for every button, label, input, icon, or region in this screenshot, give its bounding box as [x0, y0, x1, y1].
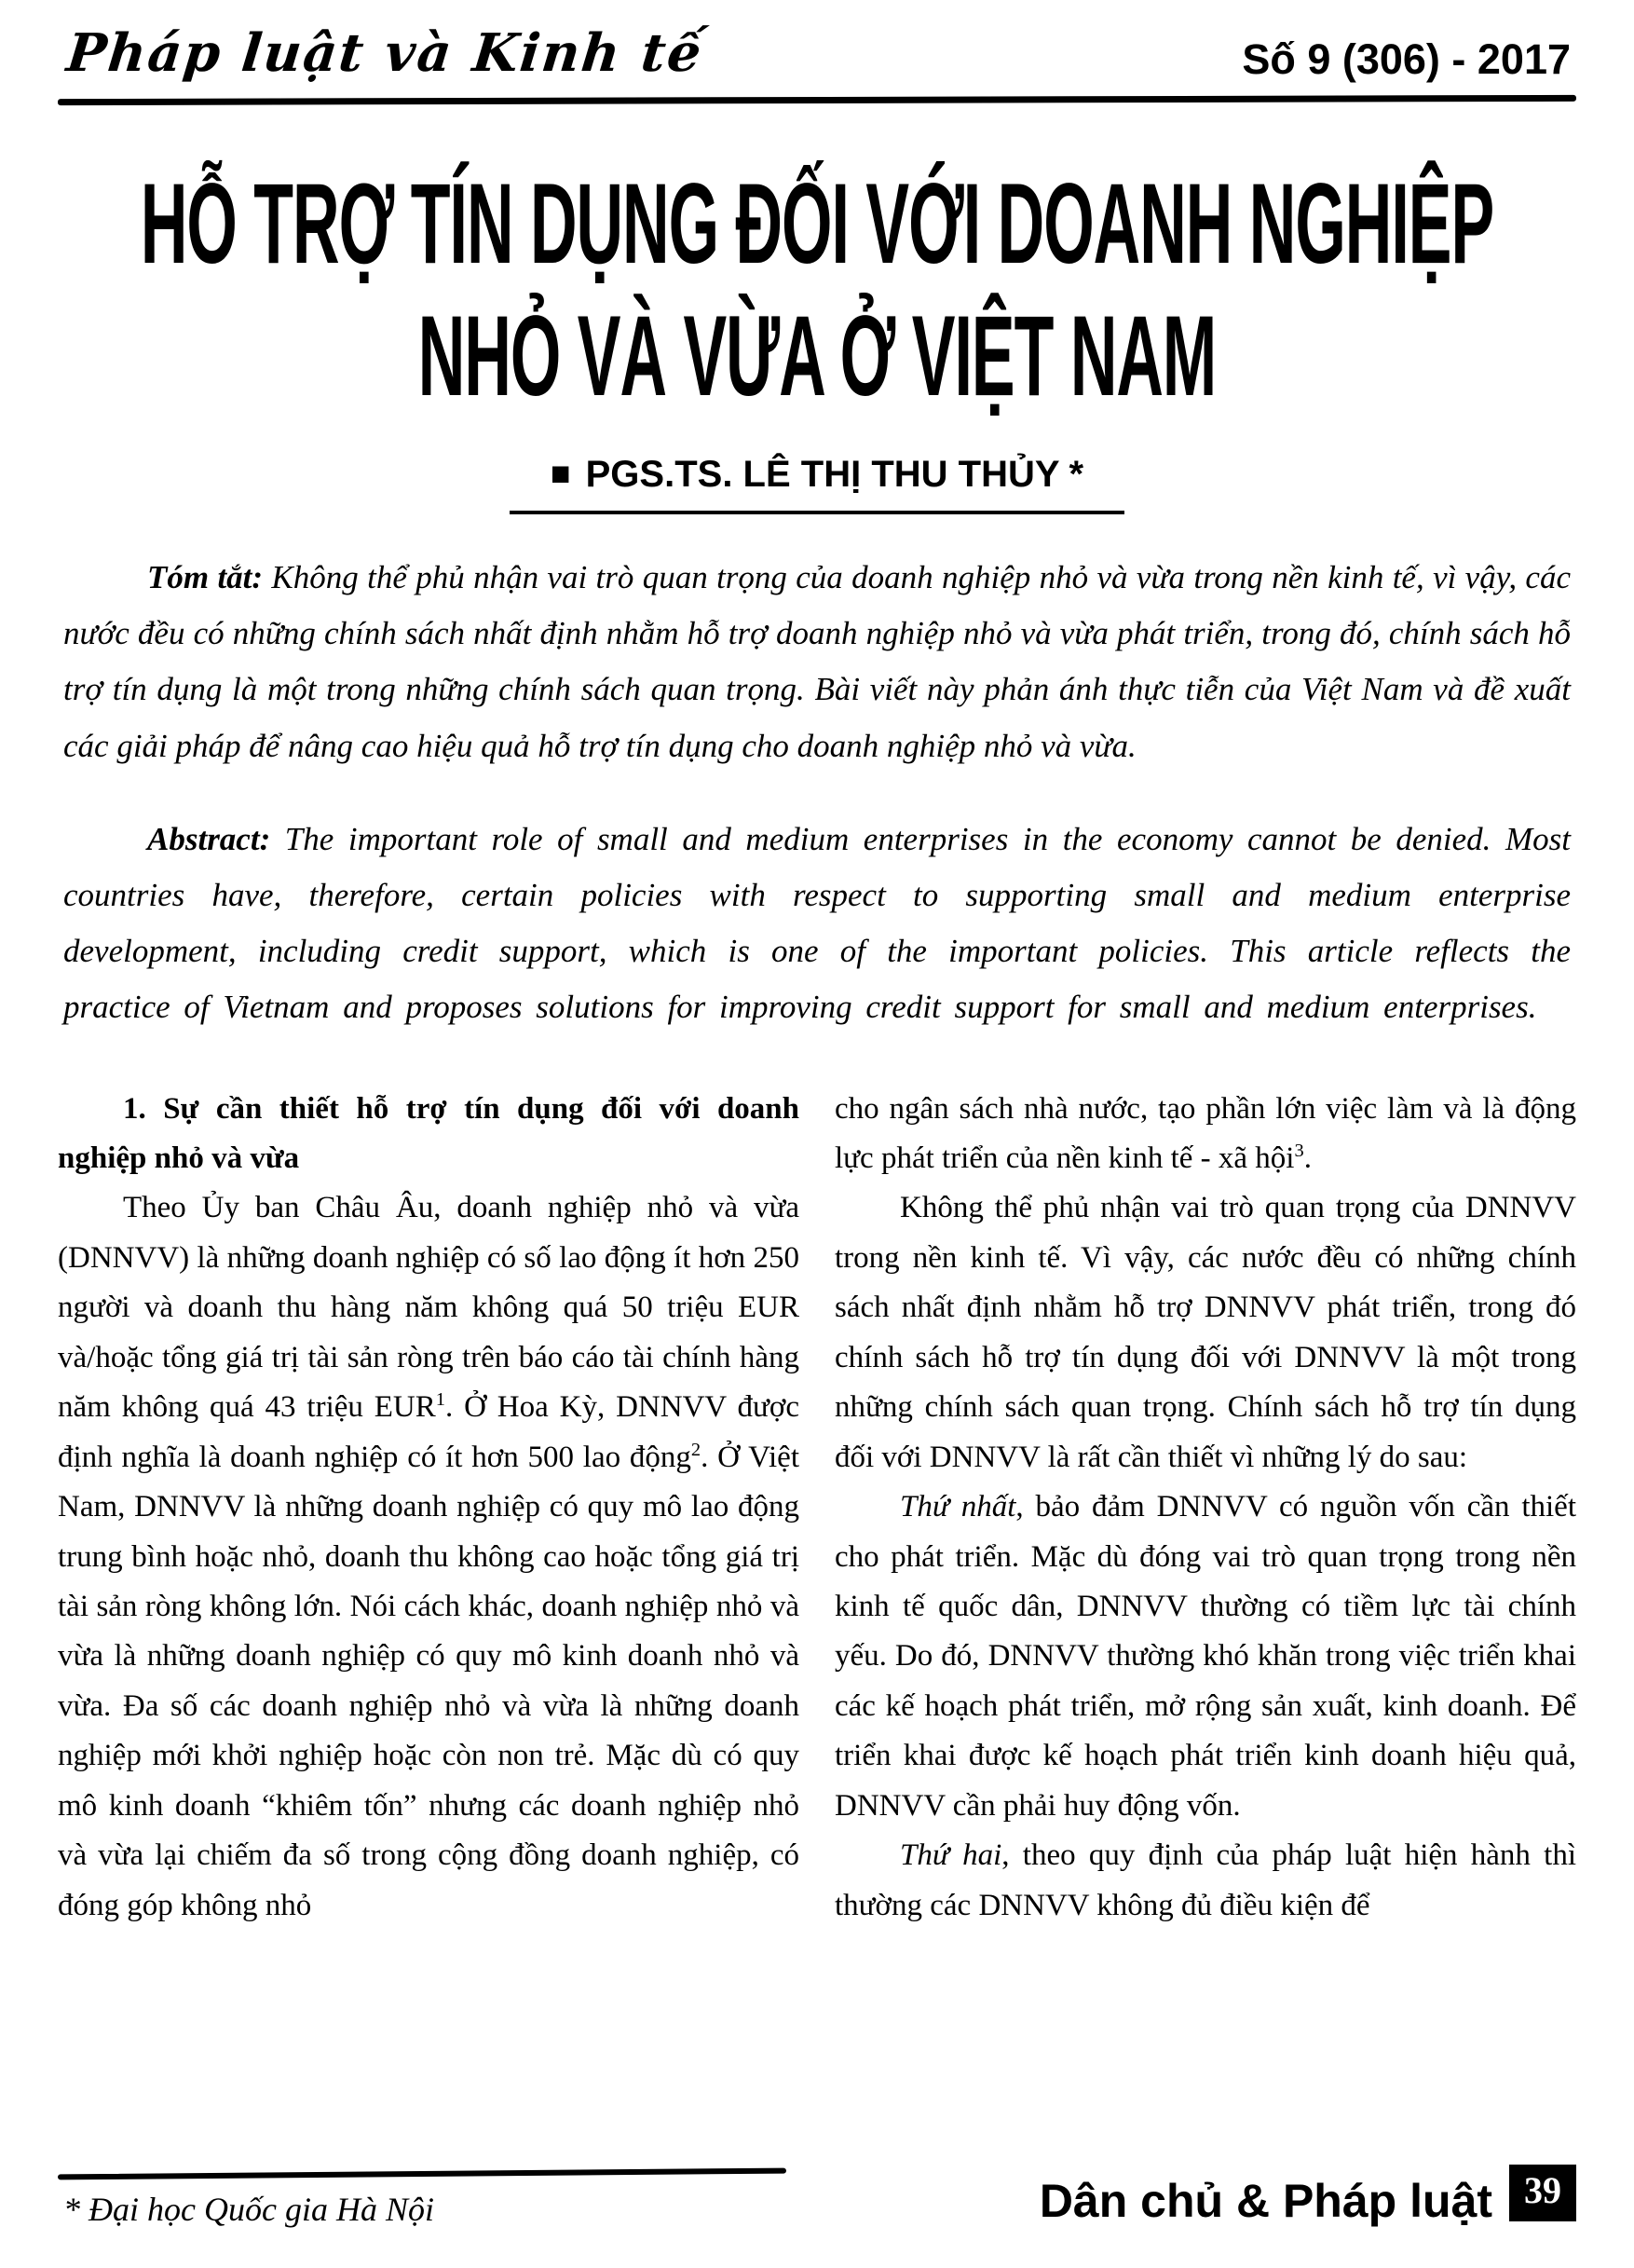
- footer-brand: [1039, 2169, 1576, 2229]
- header-rule: [58, 95, 1576, 105]
- author-row: [58, 454, 1576, 514]
- right-column: [835, 1085, 1576, 1932]
- article-title-line-2: NHỎ VÀ VỪA Ở VIỆT NAM: [417, 292, 1217, 420]
- footnote-block: [58, 2171, 817, 2229]
- body-columns: [58, 1085, 1576, 1932]
- body-paragraph: Thứ hai, theo quy định của pháp luật hiện hành thì thường các DNNVV không đủ điều kiện để: [835, 1838, 1576, 1922]
- square-bullet-icon: ■: [550, 454, 571, 492]
- body-paragraph: Không thể phủ nhận vai trò quan trọng của DNNVV trong nền kinh tế. Vì vậy, các nước đều có những chính sách nhất định nhằm hỗ trợ DNNVV phát triển, trong đó chính sách hỗ trợ tín dụng đối với DNNVV là một trong những chính sách quan trọng. Chính sách hỗ trợ tín dụng đối với DNNVV là rất cần thiết vì những lý do sau:: [835, 1191, 1576, 1474]
- journal-title-script: Pháp luật và Kinh tế: [63, 22, 706, 84]
- page-number-badge: 39: [1509, 2165, 1576, 2221]
- abstract-english: Abstract: The important role of small and medium enterprises in the economy cannot be denied. Most countries have, therefore, certain policies with respect to supporting small and medium enterprise development, including credit support, which is one of the important policies. This article reflects the practice of Vietnam and proposes solutions for improving credit support for small and medium enterprises.: [63, 820, 1571, 1026]
- body-paragraph: Theo Ủy ban Châu Âu, doanh nghiệp nhỏ và vừa (DNNVV) là những doanh nghiệp có số lao động ít hơn 250 người và doanh thu hàng năm không quá 50 triệu EUR và/hoặc tổng giá trị tài sản ròng trên báo cáo tài chính hàng năm không quá 43 triệu EUR$^1$. Ở Hoa Kỳ, DNNVV được định nghĩa là doanh nghiệp có ít hơn 500 lao động$^2$. Ở Việt Nam, DNNVV là những doanh nghiệp có quy mô lao động trung bình hoặc nhỏ, doanh thu không cao hoặc tổng giá trị tài sản ròng không lớn. Nói cách khác, doanh nghiệp nhỏ và vừa là những doanh nghiệp có quy mô kinh doanh nhỏ và vừa. Đa số các doanh nghiệp nhỏ và vừa là những doanh nghiệp mới khởi nghiệp hoặc còn non trẻ. Mặc dù có quy mô kinh doanh “khiêm tốn” nhưng các doanh nghiệp nhỏ và vừa lại chiếm đa số trong cộng đồng doanh nghiệp, có đóng góp không nhỏ: [58, 1191, 800, 1922]
- footnote-rule: [58, 2168, 786, 2180]
- page-header: [58, 19, 1576, 91]
- abstract-vietnamese: Tóm tắt: Không thể phủ nhận vai trò quan trọng của doanh nghiệp nhỏ và vừa trong nền kinh tế, vì vậy, các nước đều có những chính sách nhất định nhằm hỗ trợ doanh nghiệp nhỏ và vừa phát triển, trong đó, chính sách hỗ trợ tín dụng là một trong những chính sách quan trọng. Bài viết này phản ánh thực tiễn của Việt Nam và đề xuất các giải pháp để nâng cao hiệu quả hỗ trợ tín dụng cho doanh nghiệp nhỏ và vừa.: [63, 559, 1571, 764]
- body-paragraph: cho ngân sách nhà nước, tạo phần lớn việc làm và là động lực phát triển của nền kinh tế - xã hội$^3$.: [835, 1091, 1576, 1175]
- author-line: [510, 454, 1124, 514]
- issue-number: Số 9 (306) - 2017: [1242, 35, 1571, 83]
- section-heading: 1. Sự cần thiết hỗ trợ tín dụng đối với doanh nghiệp nhỏ và vừa: [58, 1091, 799, 1175]
- left-column: [58, 1085, 799, 1932]
- author-name: PGS.TS. LÊ THỊ THU THỦY: [585, 454, 1060, 495]
- article-title: [58, 157, 1576, 422]
- journal-name: Dân chủ & Pháp luật: [1039, 2174, 1492, 2227]
- author-footnote-marker: *: [1069, 454, 1084, 495]
- article-title-line-1: HỖ TRỢ TÍN DỤNG ĐỐI VỚI DOANH NGHIỆP: [140, 159, 1494, 288]
- body-paragraph: Thứ nhất, bảo đảm DNNVV có nguồn vốn cần thiết cho phát triển. Mặc dù đóng vai trò quan trọng trong nền kinh tế quốc dân, DNNVV thường có tiềm lực tài chính yếu. Do đó, DNNVV thường khó khăn trong việc triển khai các kế hoạch phát triển, mở rộng sản xuất, kinh doanh. Để triển khai được kế hoạch phát triển kinh doanh hiệu quả, DNNVV cần phải huy động vốn.: [835, 1490, 1576, 1823]
- bottom-row: [58, 2171, 1576, 2229]
- footnote-text: * Đại học Quốc gia Hà Nội: [63, 2191, 434, 2228]
